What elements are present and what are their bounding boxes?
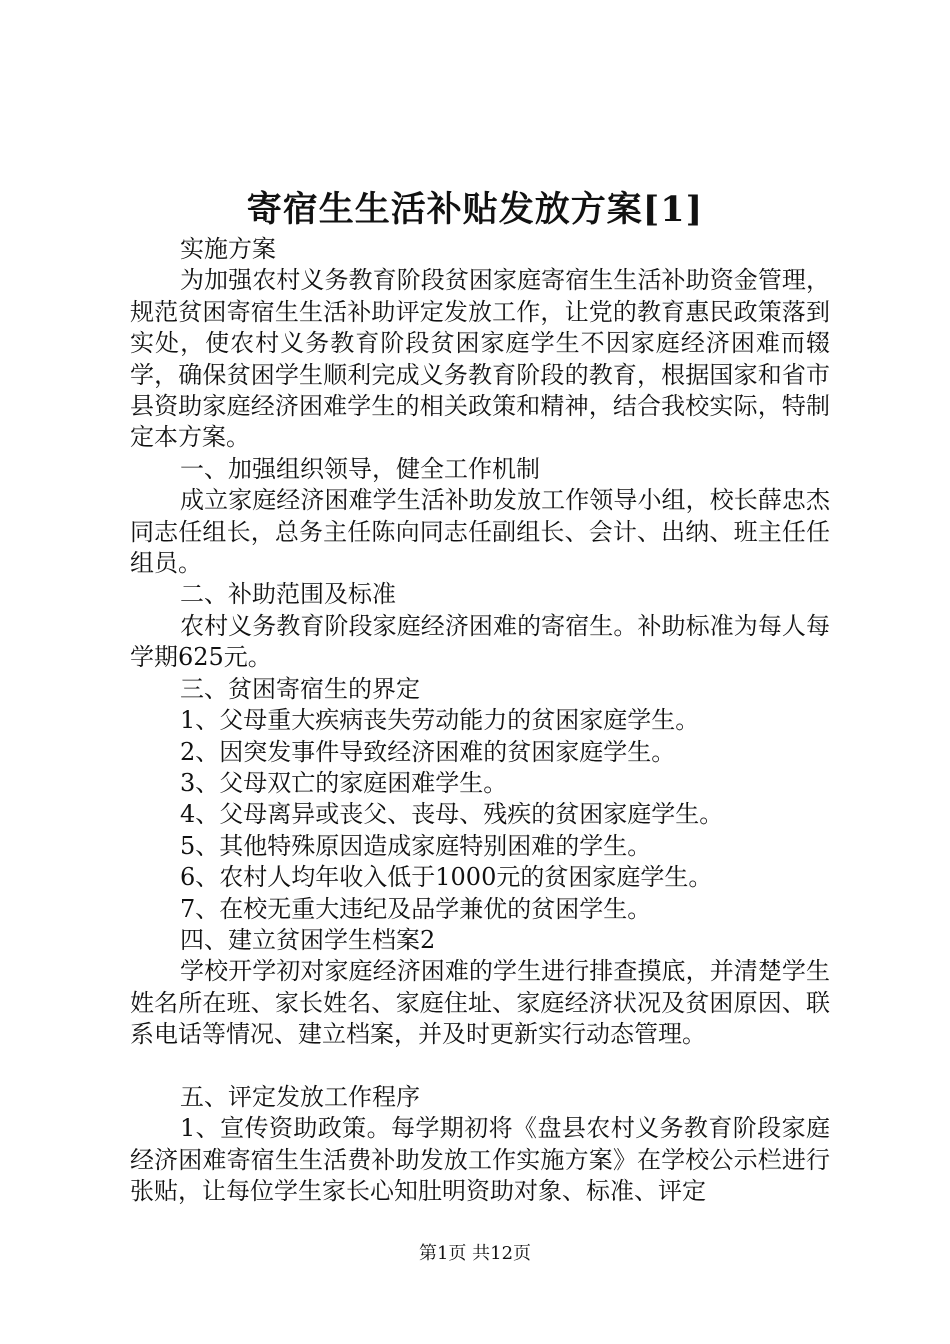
section-heading-4: 四、建立贫困学生档案2 — [180, 925, 436, 954]
section-heading-5: 五、评定发放工作程序 — [180, 1082, 420, 1111]
list-item: 4、父母离异或丧父、丧母、残疾的贫困家庭学生。 — [180, 800, 724, 829]
list-item: 5、其他特殊原因造成家庭特别困难的学生。 — [180, 831, 652, 860]
list-item: 6、农村人均年收入低于1000元的贫困家庭学生。 — [180, 863, 713, 892]
paragraph-section-1: 成立家庭经济困难学生活补助发放工作领导小组，校长薛忠杰同志任组长，总务主任陈向同志任副组长、会计、出纳、班主任任组员。 — [130, 486, 830, 578]
section-heading-3: 三、贫困寄宿生的界定 — [180, 674, 420, 703]
page-footer: 第1页 共12页 — [418, 1243, 532, 1264]
paragraph-section-5-item-1: 1、宣传资助政策。每学期初将《盘县农村义务教育阶段家庭经济困难寄宿生生活费补助发放工作实施方案》在学校公示栏进行张贴，让每位学生家长心知肚明资助对象、标准、评定 — [130, 1114, 830, 1206]
document-title: 寄宿生生活补贴发放方案[1] — [246, 189, 704, 230]
paragraph-section-4: 学校开学初对家庭经济困难的学生进行排查摸底，并清楚学生姓名所在班、家长姓名、家庭住址、家庭经济状况及贫困原因、联系电话等情况、建立档案，并及时更新实行动态管理。 — [130, 957, 830, 1049]
list-item: 2、因突发事件导致经济困难的贫困家庭学生。 — [180, 737, 676, 766]
document-body — [130, 234, 830, 1208]
blank-line — [130, 1051, 830, 1082]
paragraph-section-2: 农村义务教育阶段家庭经济困难的寄宿生。补助标准为每人每学期625元。 — [130, 611, 830, 672]
section-heading-2: 二、补助范围及标准 — [180, 580, 396, 609]
list-item: 3、父母双亡的家庭困难学生。 — [180, 768, 508, 797]
list-item: 7、在校无重大违纪及品学兼优的贫困学生。 — [180, 894, 652, 923]
paragraph-heading-implementation: 实施方案 — [180, 235, 276, 263]
list-item: 1、父母重大疾病丧失劳动能力的贫困家庭学生。 — [180, 706, 700, 735]
paragraph-intro: 为加强农村义务教育阶段贫困家庭寄宿生生活补助资金管理，规范贫困寄宿生生活补助评定发放工作，让党的教育惠民政策落到实处，使农村义务教育阶段贫困家庭学生不因家庭经济困难而辍学，确保贫困学生顺利完成义务教育阶段的教育，根据国家和省市县资助家庭经济困难学生的相关政策和精神，结合我校实际，特制定本方案。 — [130, 266, 830, 452]
section-heading-1: 一、加强组织领导，健全工作机制 — [180, 454, 540, 483]
